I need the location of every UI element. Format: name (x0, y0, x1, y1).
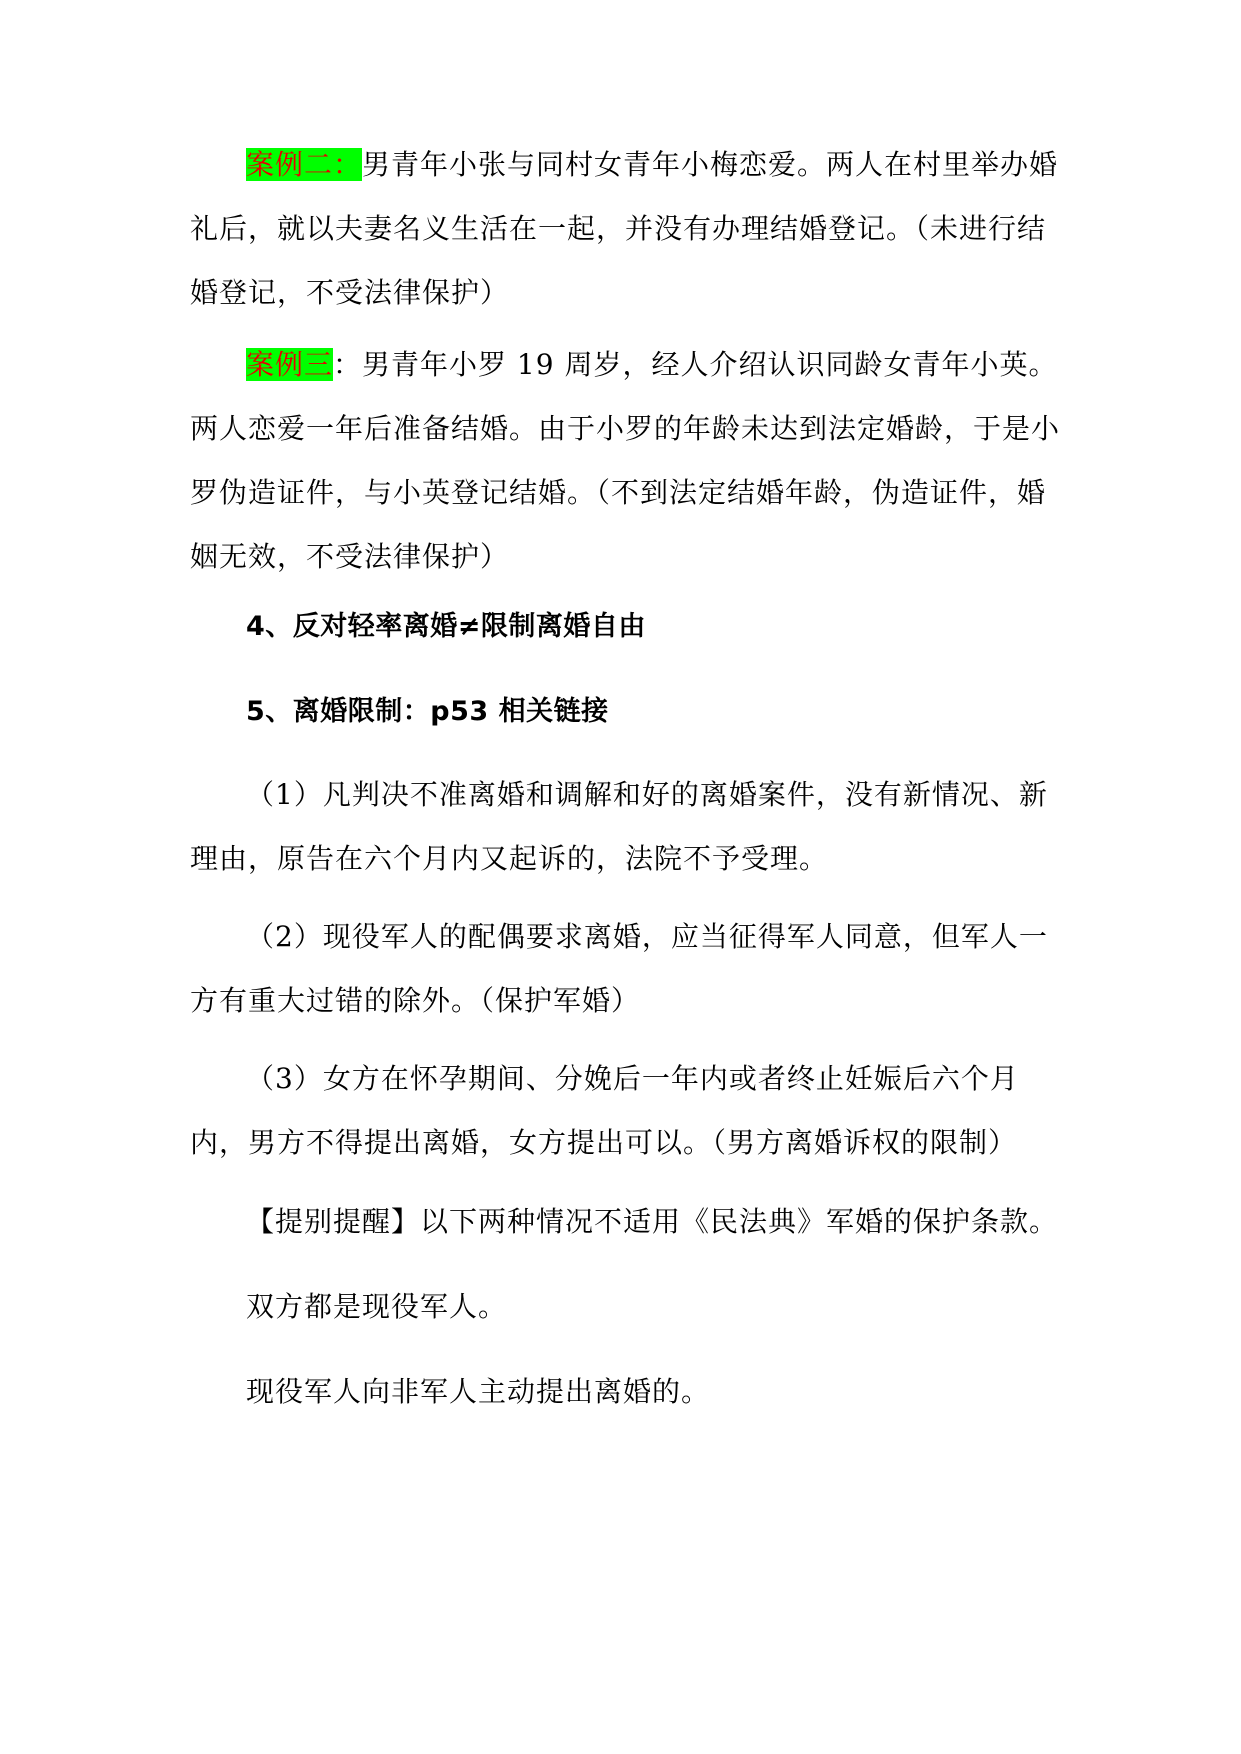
restriction-item-1: （1）凡判决不准离婚和调解和好的离婚案件，没有新情况、新理由，原告在六个月内又起诉的，法院不予受理。 (190, 778, 1048, 875)
case-three-label: 案例三 (246, 348, 334, 381)
case-two-paragraph (190, 133, 1060, 325)
reminder-point-2: 现役军人向非军人主动提出离婚的。 (246, 1375, 711, 1408)
case-two-label: 案例二： (246, 148, 363, 181)
heading-four: 4、反对轻率离婚≠限制离婚自由 (246, 611, 646, 642)
heading-five: 5、离婚限制：p53 相关链接 (246, 696, 609, 727)
special-reminder: 【提别提醒】以下两种情况不适用《民法典》军婚的保护条款。 (246, 1205, 1059, 1238)
restriction-item-2: （2）现役军人的配偶要求离婚，应当征得军人同意，但军人一方有重大过错的除外。（保护军婚） (190, 920, 1048, 1017)
case-three-paragraph (190, 333, 1060, 589)
restriction-item-3: （3）女方在怀孕期间、分娩后一年内或者终止妊娠后六个月内，男方不得提出离婚，女方提出可以。（男方离婚诉权的限制） (190, 1062, 1019, 1159)
reminder-point-1: 双方都是现役军人。 (246, 1290, 508, 1323)
case-three-text: ：男青年小罗 19 周岁，经人介绍认识同龄女青年小英。两人恋爱一年后准备结婚。由于小罗的年龄未达到法定婚龄，于是小罗伪造证件，与小英登记结婚。（不到法定结婚年龄，伪造证件，婚姻无效，不受法律保护） (190, 348, 1061, 573)
case-two-text: 男青年小张与同村女青年小梅恋爱。两人在村里举办婚礼后，就以夫妻名义生活在一起，并没有办理结婚登记。（未进行结婚登记，不受法律保护） (190, 148, 1059, 309)
